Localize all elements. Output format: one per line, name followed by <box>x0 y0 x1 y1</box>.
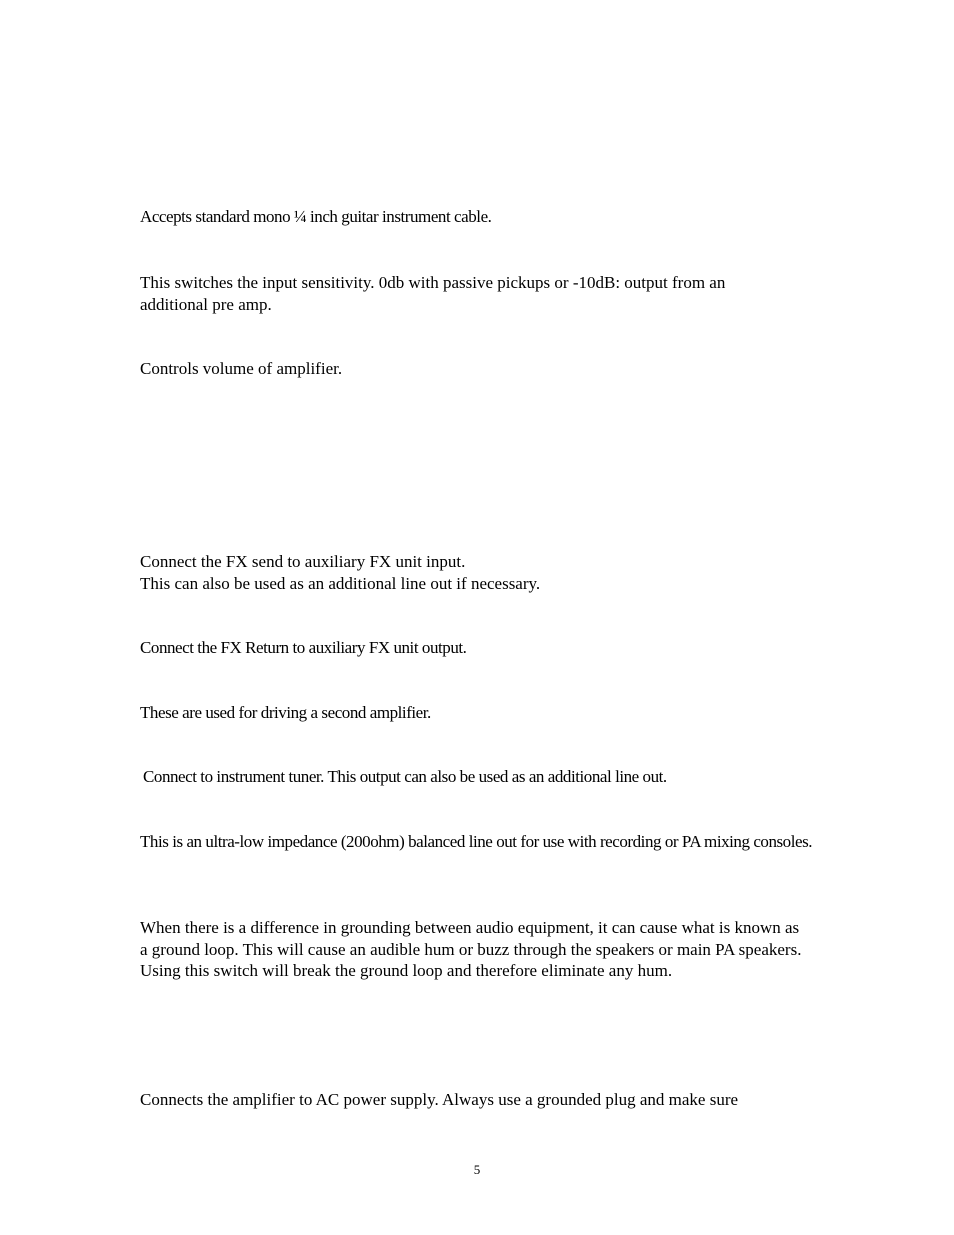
fx-send-description: Connect the FX send to auxiliary FX unit input. <box>140 552 466 571</box>
ac-power-description: Connects the amplifier to AC power supply. Always use a grounded plug and make sure <box>140 1090 739 1109</box>
tuner-out-description: Connect to instrument tuner. This output can also be used as an additional line out. <box>143 767 667 786</box>
fx-send-note: This can also be used as an additional line out if necessary. <box>140 574 541 593</box>
ground-lift-description: When there is a difference in grounding between audio equipment, it can cause what is known as a ground loop. This will cause an audible hum or buzz through the speakers or main PA speakers. Using this switch will break the ground loop and therefore eliminate any hum. <box>140 918 802 980</box>
fx-return-description: Connect the FX Return to auxiliary FX unit output. <box>140 638 467 657</box>
balanced-line-out-description: This is an ultra-low impedance (200ohm) balanced line out for use with recording or PA mixing consoles. <box>140 832 813 851</box>
input-sensitivity-description: This switches the input sensitivity. 0db with passive pickups or -10dB: output from an additional pre amp. <box>140 273 726 314</box>
input-jack-description: Accepts standard mono ¼ inch guitar instrument cable. <box>140 207 492 226</box>
page-number: 5 <box>473 1162 481 1177</box>
second-amp-description: These are used for driving a second amplifier. <box>140 703 431 722</box>
volume-description: Controls volume of amplifier. <box>140 359 343 378</box>
